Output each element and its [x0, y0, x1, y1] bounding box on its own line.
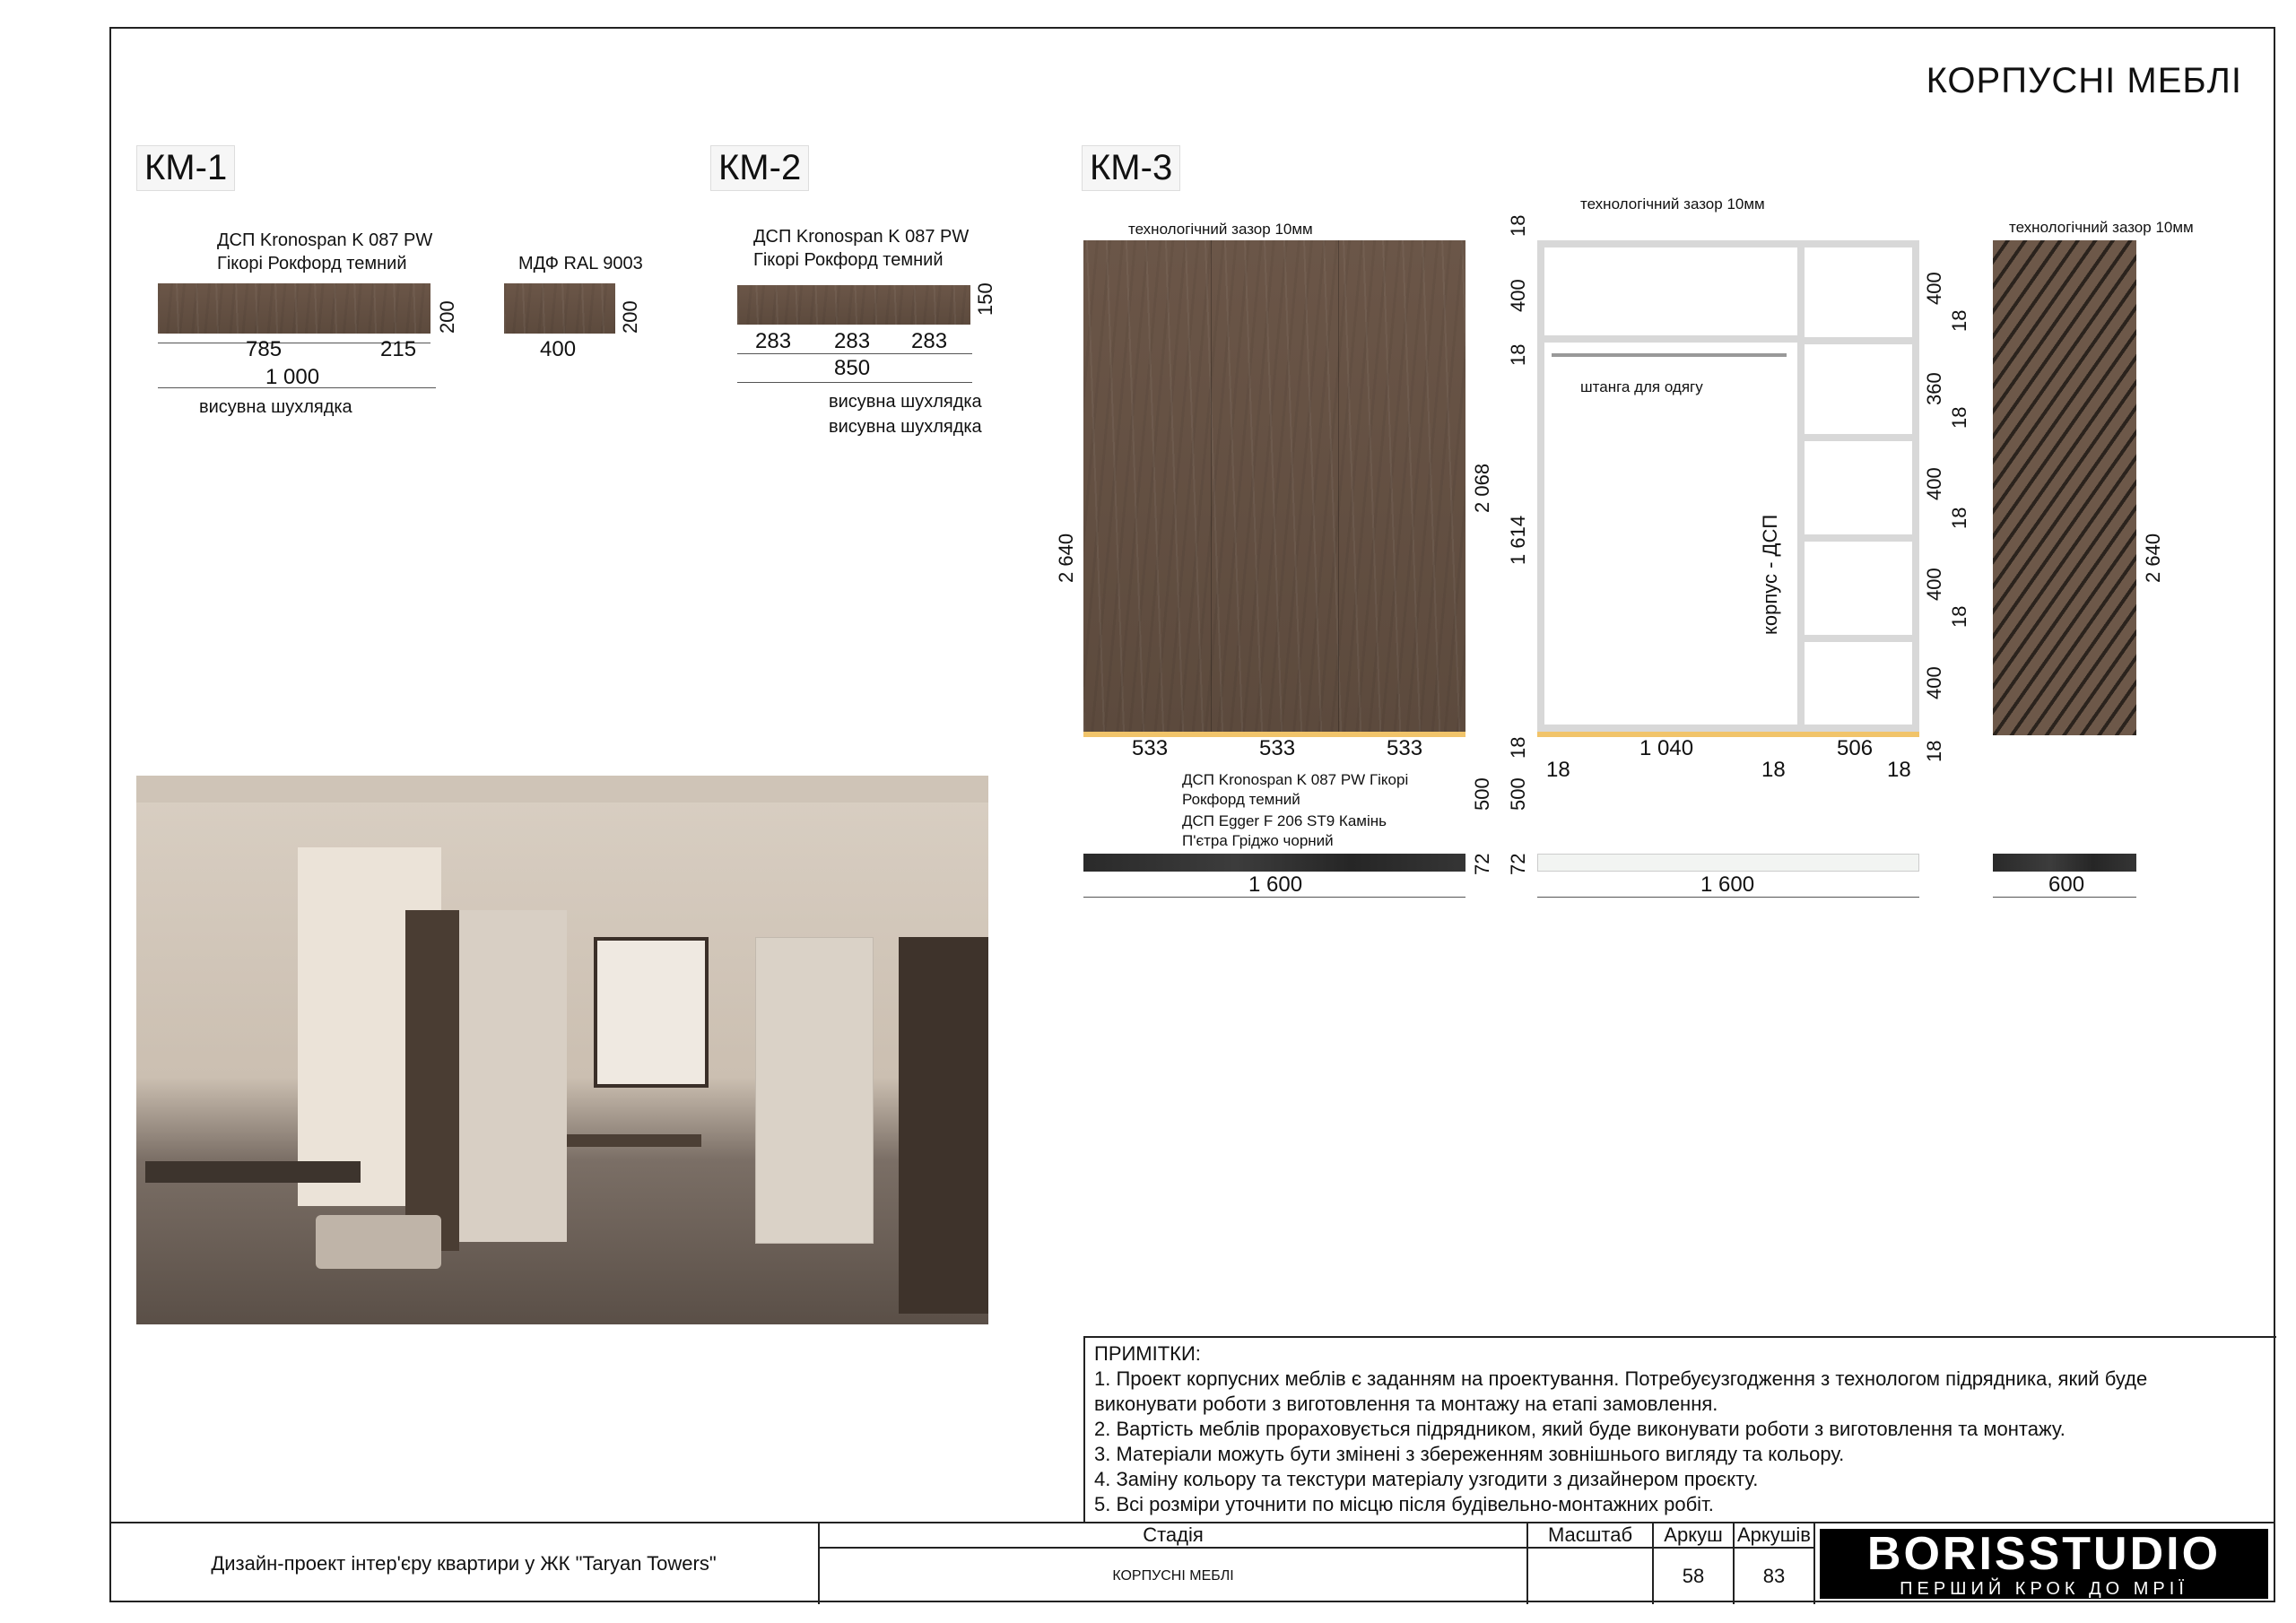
sheet-label: Аркуш	[1652, 1523, 1733, 1549]
notes-block	[1083, 1336, 2276, 1523]
km3-int-width: 1 600	[1700, 872, 1755, 897]
km3-stone-plinth	[1083, 854, 1465, 872]
km2-drawer-label-2: висувна шухлядка	[829, 417, 982, 437]
sheet-title: КОРПУСНІ МЕБЛІ	[1926, 61, 2242, 100]
km1-dim-total: 1 000	[265, 365, 320, 389]
km2-dim-c: 283	[911, 329, 948, 353]
km3-int-hang: 1 614	[1507, 515, 1529, 565]
km3-dim-w2: 533	[1259, 736, 1296, 760]
km3-int-plinth: 72	[1507, 853, 1529, 875]
km3-dim-w3: 533	[1387, 736, 1423, 760]
sheets-label: Аркушів	[1733, 1523, 1813, 1549]
km1-material2-label: МДФ RAL 9003	[518, 254, 643, 273]
km3-int-r5: 400	[1923, 666, 1945, 699]
km3-int-base: 500	[1507, 777, 1529, 811]
km3-dim-plinth: 72	[1471, 853, 1493, 875]
km3-body-label: корпус - ДСП	[1759, 514, 1781, 635]
km3-dim-width-line	[1083, 897, 1465, 898]
km2-dim-a: 283	[755, 329, 792, 353]
stage-label: Стадія	[818, 1523, 1526, 1549]
km3-int-s-right: 18	[1887, 758, 1911, 782]
km3-gap-label: технологічний зазор 10мм	[1128, 221, 1313, 238]
km3-side-slats	[1993, 240, 2136, 735]
km2-material-label: ДСП Kronospan K 087 PW	[753, 227, 970, 247]
project-name: Дизайн-проект інтер'єру квартири у ЖК "Taryan Towers"	[211, 1552, 717, 1575]
borisstudio-logo	[1820, 1529, 2268, 1599]
notes-title: ПРИМІТКИ:	[1094, 1342, 1201, 1365]
note-line-3: 2. Вартість меблів прораховується підрядником, який буде виконувати роботи з виготовлення та монтажу.	[1094, 1418, 2066, 1440]
km1-tag: КМ-1	[136, 145, 235, 191]
km3-dim-width: 1 600	[1248, 872, 1303, 897]
km3-mat-base: ДСП Egger F 206 ST9 Камінь	[1182, 812, 1387, 829]
title-block-divider	[1813, 1523, 1815, 1604]
km3-int-rt3: 18	[1948, 507, 1970, 529]
note-line-4: 3. Матеріали можуть бути змінені з збереженням зовнішнього вигляду та кольору.	[1094, 1443, 1845, 1465]
km3-dim-base: 500	[1471, 777, 1493, 811]
note-line-5: 4. Заміну кольору та текстури матеріалу узгодити з дизайнером проєкту.	[1094, 1468, 1759, 1490]
logo-tagline: ПЕРШИЙ КРОК ДО МРІЇ	[1900, 1579, 2188, 1599]
km2-dim-h: 150	[974, 282, 996, 316]
km3-int-w-right: 506	[1837, 736, 1874, 760]
km3-side-h: 2 640	[2142, 533, 2164, 583]
km3-int-bottom: 18	[1507, 736, 1529, 759]
km2-console	[737, 285, 970, 325]
km1-material-label-b: Гікорі Рокфорд темний	[217, 254, 407, 273]
km3-interior-plinth	[1537, 854, 1919, 872]
km3-int-s-mid: 18	[1761, 758, 1786, 782]
km3-int-r4: 400	[1923, 568, 1945, 601]
note-line-2: виконувати роботи з виготовлення та монтажу на етапі замовлення.	[1094, 1393, 1718, 1415]
km3-int-width-line	[1537, 897, 1919, 898]
km1-shelf	[158, 283, 430, 334]
km3-dim-h-upper: 2 068	[1471, 463, 1493, 513]
km3-int-r2: 360	[1923, 372, 1945, 405]
km3-int-rt5: 18	[1923, 740, 1945, 762]
km2-dim-line-total	[737, 382, 972, 383]
km1-material-label: ДСП Kronospan K 087 PW	[217, 230, 433, 250]
title-block	[109, 1522, 2275, 1604]
sheets-total: 83	[1733, 1549, 1813, 1604]
km1-dim-400: 400	[540, 337, 577, 361]
km3-gap-label-3: технологічний зазор 10мм	[2009, 219, 2194, 236]
km3-int-rt2: 18	[1948, 406, 1970, 429]
km1-dim-h2: 200	[619, 300, 641, 334]
sheet-name: КОРПУСНІ МЕБЛІ	[818, 1549, 1526, 1604]
km2-drawer-label-1: висувна шухлядка	[829, 392, 982, 412]
km3-int-r1: 400	[1923, 272, 1945, 305]
note-line-1: 1. Проект корпусних меблів є заданням на проектування. Потребуєузгодження з технологом підрядника, який буде	[1094, 1367, 2148, 1390]
km3-int-rt1: 18	[1948, 309, 1970, 332]
sheet-number: 58	[1652, 1549, 1733, 1604]
km1-drawer-label: висувна шухлядка	[199, 397, 352, 417]
km3-dim-h-total: 2 640	[1055, 533, 1077, 583]
km2-dim-total: 850	[834, 356, 871, 380]
km3-mat-front-b: Рокфорд темний	[1182, 791, 1300, 808]
km2-dim-line	[737, 353, 972, 354]
km3-int-r3: 400	[1923, 467, 1945, 500]
km3-mat-base-b: П'єтра Гріджо чорний	[1182, 832, 1334, 849]
km3-int-shelf1: 400	[1507, 279, 1529, 312]
km2-material-label-b: Гікорі Рокфорд темний	[753, 250, 944, 270]
interior-render-image	[136, 776, 988, 1324]
note-line-6: 5. Всі розміри уточнити по місцю після будівельно-монтажних робіт.	[1094, 1493, 1714, 1515]
km2-tag: КМ-2	[710, 145, 809, 191]
km1-dim-h: 200	[436, 300, 458, 334]
km1-shelf-mdf	[504, 283, 615, 334]
km3-side-w: 600	[2048, 872, 2085, 897]
km3-int-s-left: 18	[1546, 758, 1570, 782]
km3-gap-label-2: технологічний зазор 10мм	[1580, 195, 1765, 213]
km3-int-rt4: 18	[1948, 605, 1970, 628]
km3-mat-front: ДСП Kronospan K 087 PW Гікорі	[1182, 771, 1409, 788]
scale-value	[1526, 1549, 1652, 1604]
km3-front-doors	[1083, 240, 1465, 732]
km3-side-plinth	[1993, 854, 2136, 872]
km3-int-top: 18	[1507, 214, 1529, 237]
logo-text: BORISSTUDIO	[1866, 1528, 2222, 1580]
km3-dim-w1: 533	[1132, 736, 1169, 760]
km3-side-width-line	[1993, 897, 2136, 898]
km3-rail-label: штанга для одягу	[1580, 378, 1703, 395]
km1-dim-215: 215	[380, 337, 417, 361]
km3-int-w-left: 1 040	[1639, 736, 1694, 760]
km3-tag: КМ-3	[1082, 145, 1180, 191]
km2-dim-b: 283	[834, 329, 871, 353]
scale-label: Масштаб	[1526, 1523, 1652, 1549]
km3-int-t1: 18	[1507, 343, 1529, 366]
km1-dim-785: 785	[246, 337, 283, 361]
km3-interior-carcass	[1537, 240, 1919, 732]
